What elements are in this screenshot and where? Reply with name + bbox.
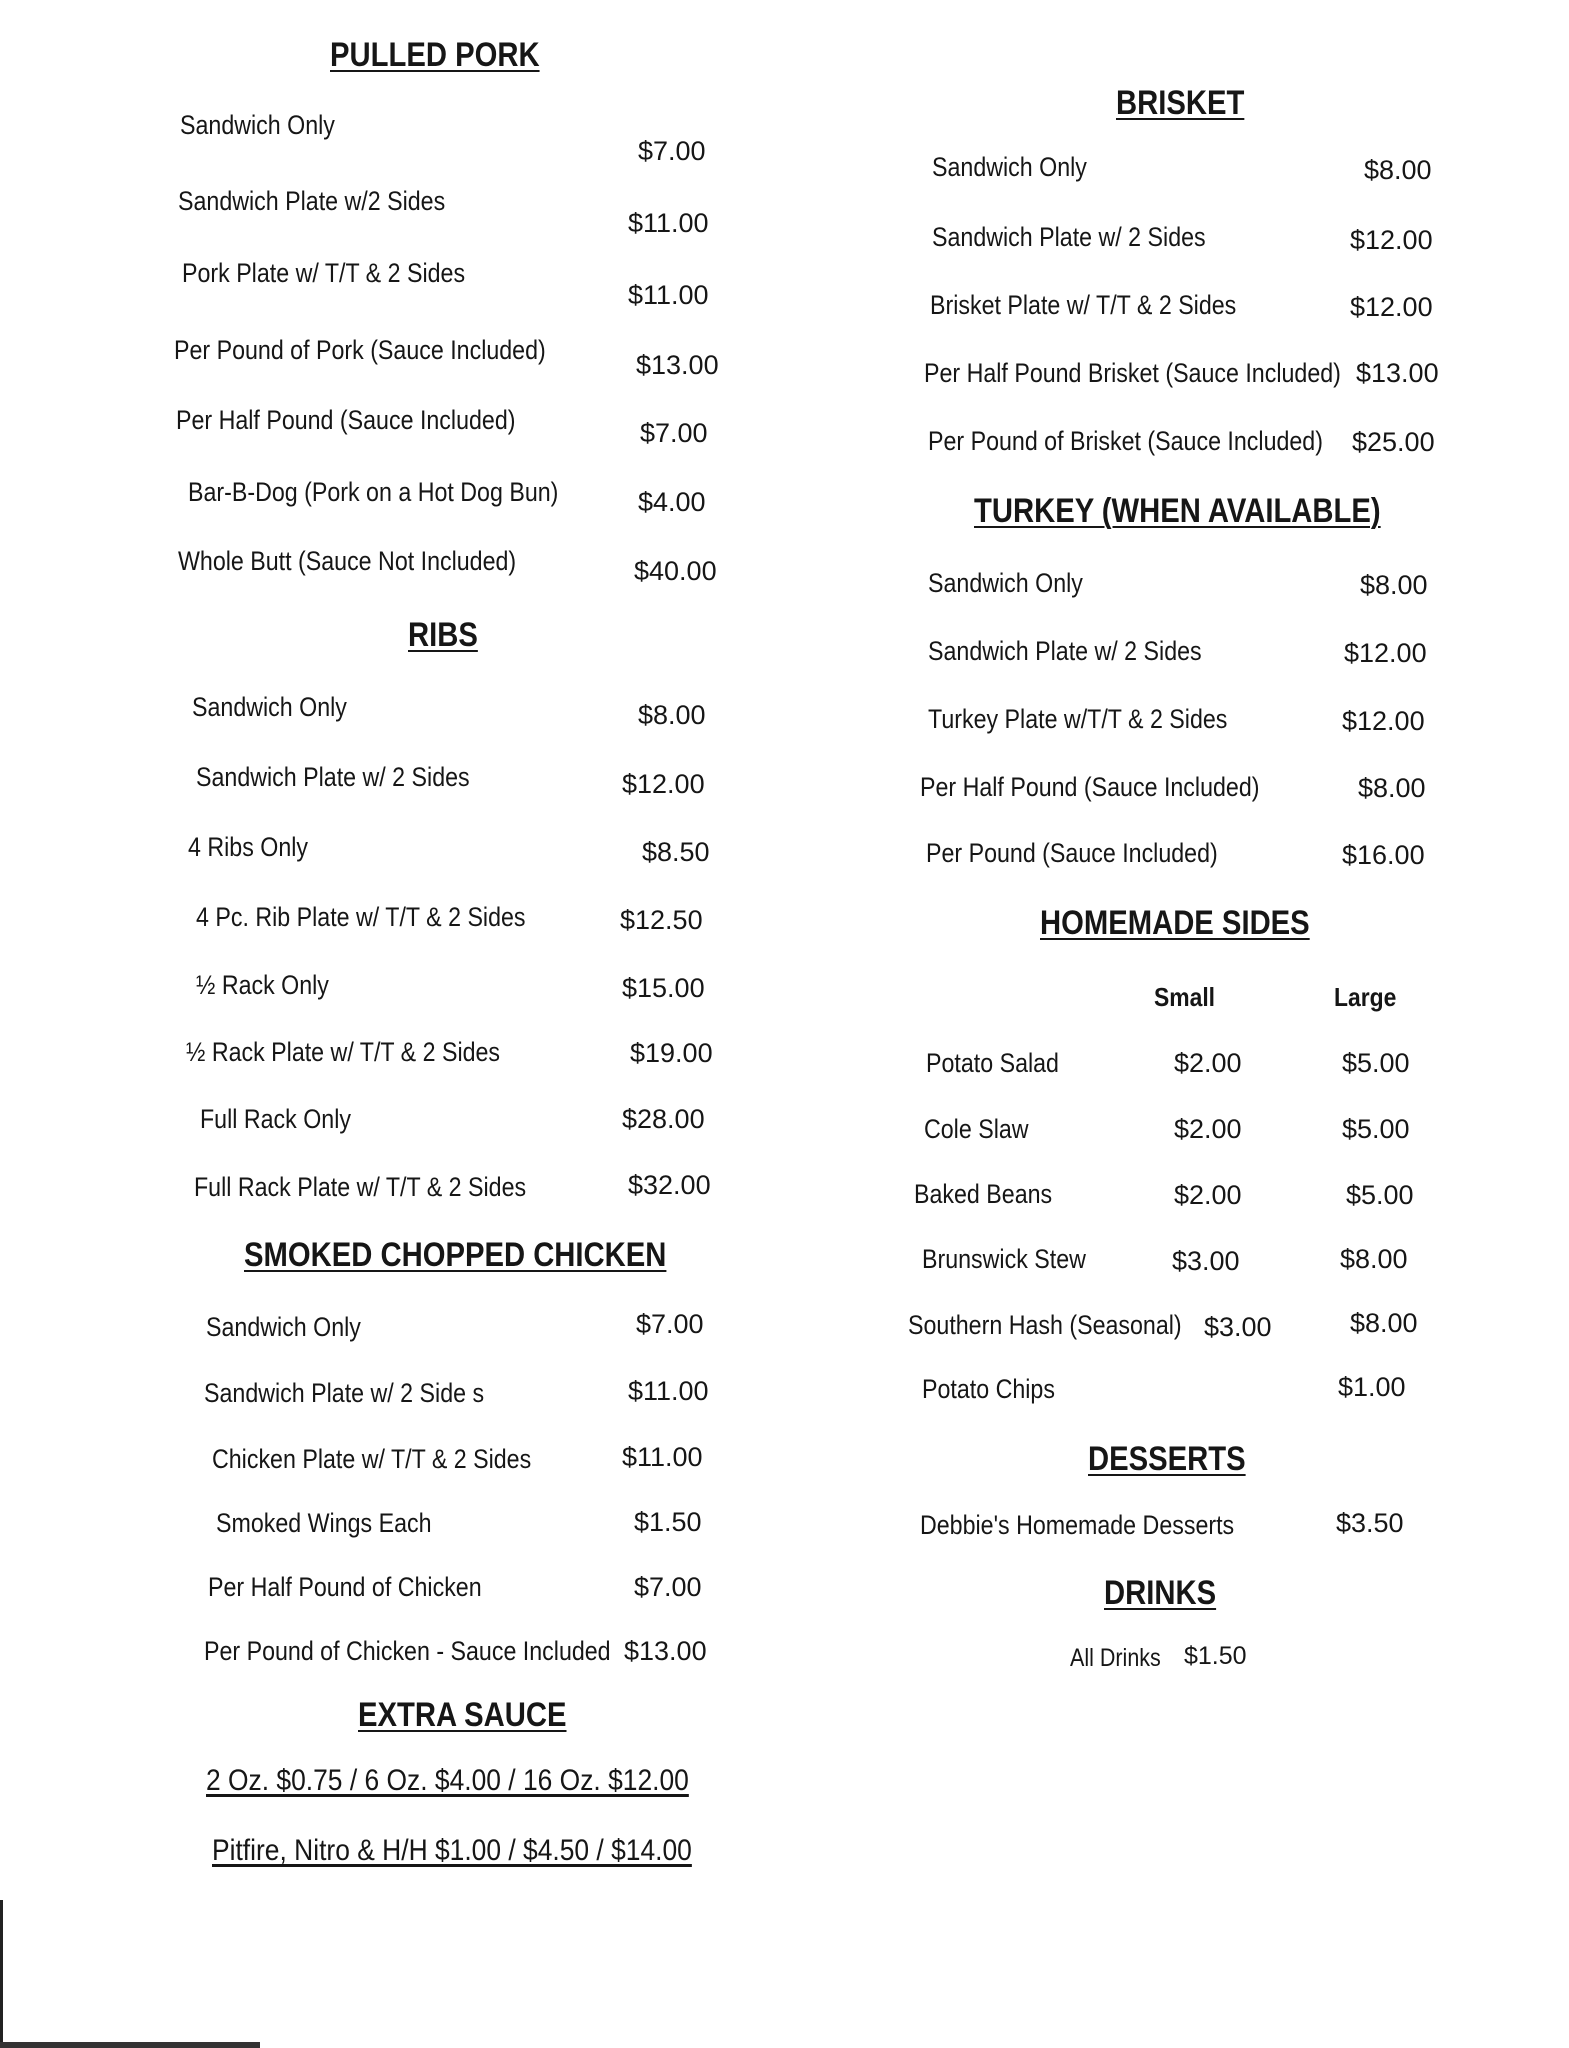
menu-item-name: Per Half Pound of Chicken <box>208 1572 482 1602</box>
menu-item-name: 4 Pc. Rib Plate w/ T/T & 2 Sides <box>196 902 526 932</box>
menu-item-name: Full Rack Only <box>200 1104 351 1134</box>
menu-item-name: Pork Plate w/ T/T & 2 Sides <box>182 258 466 288</box>
side-item-large-price: $5.00 <box>1342 1114 1410 1144</box>
side-item-small-price: $3.00 <box>1172 1246 1240 1276</box>
menu-item-name: ½ Rack Plate w/ T/T & 2 Sides <box>186 1037 501 1067</box>
side-item-large-price: $5.00 <box>1346 1180 1414 1210</box>
menu-item-name: Whole Butt (Sauce Not Included) <box>178 546 517 576</box>
side-item-name: Potato Chips <box>922 1374 1055 1404</box>
side-item-large-price: $1.00 <box>1338 1372 1406 1402</box>
menu-item-name: Brisket Plate w/ T/T & 2 Sides <box>930 290 1237 320</box>
menu-item-price: $7.00 <box>634 1572 702 1602</box>
menu-item-price: $8.00 <box>1364 155 1432 185</box>
menu-item-name: 4 Ribs Only <box>188 832 309 862</box>
menu-item-name: Chicken Plate w/ T/T & 2 Sides <box>212 1444 532 1474</box>
menu-item-price: $12.00 <box>1350 292 1433 322</box>
menu-item-price: $1.50 <box>1184 1642 1247 1670</box>
menu-item-price: $7.00 <box>640 418 708 448</box>
section-heading: BRISKET <box>1116 84 1245 122</box>
menu-item-price: $7.00 <box>638 136 706 166</box>
menu-item-name: ½ Rack Only <box>196 970 329 1000</box>
menu-item-name: All Drinks <box>1070 1644 1161 1672</box>
menu-item-name: Per Pound of Chicken - Sauce Included <box>204 1636 611 1666</box>
page-bottom-edge <box>0 2042 260 2048</box>
menu-item-name: Sandwich Plate w/ 2 Sides <box>196 762 470 792</box>
menu-item-price: $19.00 <box>630 1038 713 1068</box>
menu-item-price: $11.00 <box>622 1442 703 1472</box>
menu-item-name: Per Half Pound (Sauce Included) <box>920 772 1260 802</box>
menu-item-name: Sandwich Only <box>192 692 347 722</box>
side-item-name: Potato Salad <box>926 1048 1059 1078</box>
side-item-large-price: $5.00 <box>1342 1048 1410 1078</box>
side-item-small-price: $3.00 <box>1204 1312 1272 1342</box>
side-item-name: Cole Slaw <box>924 1114 1029 1144</box>
extra-sauce-line: Pitfire, Nitro & H/H $1.00 / $4.50 / $14.00 <box>212 1834 692 1867</box>
menu-item-price: $1.50 <box>634 1507 702 1537</box>
menu-item-name: Sandwich Only <box>180 110 335 140</box>
side-item-name: Baked Beans <box>914 1179 1053 1209</box>
section-heading: SMOKED CHOPPED CHICKEN <box>244 1236 667 1274</box>
menu-item-price: $4.00 <box>638 487 706 517</box>
section-heading: PULLED PORK <box>330 36 540 74</box>
menu-item-name: Per Pound of Pork (Sauce Included) <box>174 335 546 365</box>
section-heading: DRINKS <box>1104 1574 1217 1612</box>
menu-item-name: Per Half Pound Brisket (Sauce Included) <box>924 358 1341 388</box>
menu-item-name: Per Pound (Sauce Included) <box>926 838 1218 868</box>
menu-item-name: Full Rack Plate w/ T/T & 2 Sides <box>194 1172 527 1202</box>
side-item-small-price: $2.00 <box>1174 1048 1242 1078</box>
menu-item-name: Sandwich Plate w/ 2 Sides <box>932 222 1206 252</box>
side-item-large-price: $8.00 <box>1340 1244 1408 1274</box>
menu-item-name: Per Half Pound (Sauce Included) <box>176 405 516 435</box>
menu-item-name: Sandwich Only <box>206 1312 361 1342</box>
menu-item-price: $28.00 <box>622 1104 705 1134</box>
side-item-name: Southern Hash (Seasonal) <box>908 1310 1182 1340</box>
page-edge-shadow <box>0 1900 11 2048</box>
menu-item-name: Bar-B-Dog (Pork on a Hot Dog Bun) <box>188 477 559 507</box>
menu-item-name: Sandwich Only <box>928 568 1083 598</box>
menu-item-price: $16.00 <box>1342 840 1425 870</box>
menu-item-price: $8.00 <box>1360 570 1428 600</box>
column-header-large: Large <box>1334 982 1397 1012</box>
menu-item-name: Sandwich Plate w/ 2 Sides <box>928 636 1202 666</box>
menu-item-price: $8.00 <box>638 700 706 730</box>
menu-item-price: $12.00 <box>1344 638 1427 668</box>
section-heading: HOMEMADE SIDES <box>1040 904 1310 942</box>
menu-item-name: Sandwich Plate w/2 Sides <box>178 186 446 216</box>
menu-item-price: $11.00 <box>628 280 709 310</box>
section-heading: RIBS <box>408 616 478 654</box>
menu-item-price: $8.50 <box>642 837 710 867</box>
menu-item-name: Per Pound of Brisket (Sauce Included) <box>928 426 1323 456</box>
menu-item-price: $7.00 <box>636 1309 704 1339</box>
menu-item-price: $12.00 <box>1342 706 1425 736</box>
menu-item-price: $25.00 <box>1352 427 1435 457</box>
side-item-small-price: $2.00 <box>1174 1180 1242 1210</box>
menu-item-price: $3.50 <box>1336 1508 1404 1538</box>
menu-item-price: $12.50 <box>620 905 703 935</box>
side-item-small-price: $2.00 <box>1174 1114 1242 1144</box>
menu-item-price: $8.00 <box>1358 773 1426 803</box>
menu-item-price: $11.00 <box>628 208 709 238</box>
menu-item-name: Debbie's Homemade Desserts <box>920 1510 1235 1540</box>
column-header-small: Small <box>1154 982 1216 1012</box>
menu-item-price: $40.00 <box>634 556 717 586</box>
menu-item-name: Turkey Plate w/T/T & 2 Sides <box>928 704 1228 734</box>
menu-item-price: $15.00 <box>622 973 705 1003</box>
menu-item-name: Sandwich Only <box>932 152 1087 182</box>
menu-item-price: $13.00 <box>624 1636 707 1666</box>
section-heading: TURKEY (WHEN AVAILABLE) <box>974 492 1381 530</box>
menu-item-price: $13.00 <box>1356 358 1439 388</box>
menu-item-price: $12.00 <box>622 769 705 799</box>
section-heading: EXTRA SAUCE <box>358 1696 567 1734</box>
menu-item-price: $32.00 <box>628 1170 711 1200</box>
menu-item-name: Smoked Wings Each <box>216 1508 432 1538</box>
menu-item-price: $12.00 <box>1350 225 1433 255</box>
menu-item-price: $11.00 <box>628 1376 709 1406</box>
side-item-name: Brunswick Stew <box>922 1244 1086 1274</box>
extra-sauce-line: 2 Oz. $0.75 / 6 Oz. $4.00 / 16 Oz. $12.00 <box>206 1764 689 1797</box>
section-heading: DESSERTS <box>1088 1440 1246 1478</box>
side-item-large-price: $8.00 <box>1350 1308 1418 1338</box>
menu-item-name: Sandwich Plate w/ 2 Side s <box>204 1378 485 1408</box>
menu-item-price: $13.00 <box>636 350 719 380</box>
